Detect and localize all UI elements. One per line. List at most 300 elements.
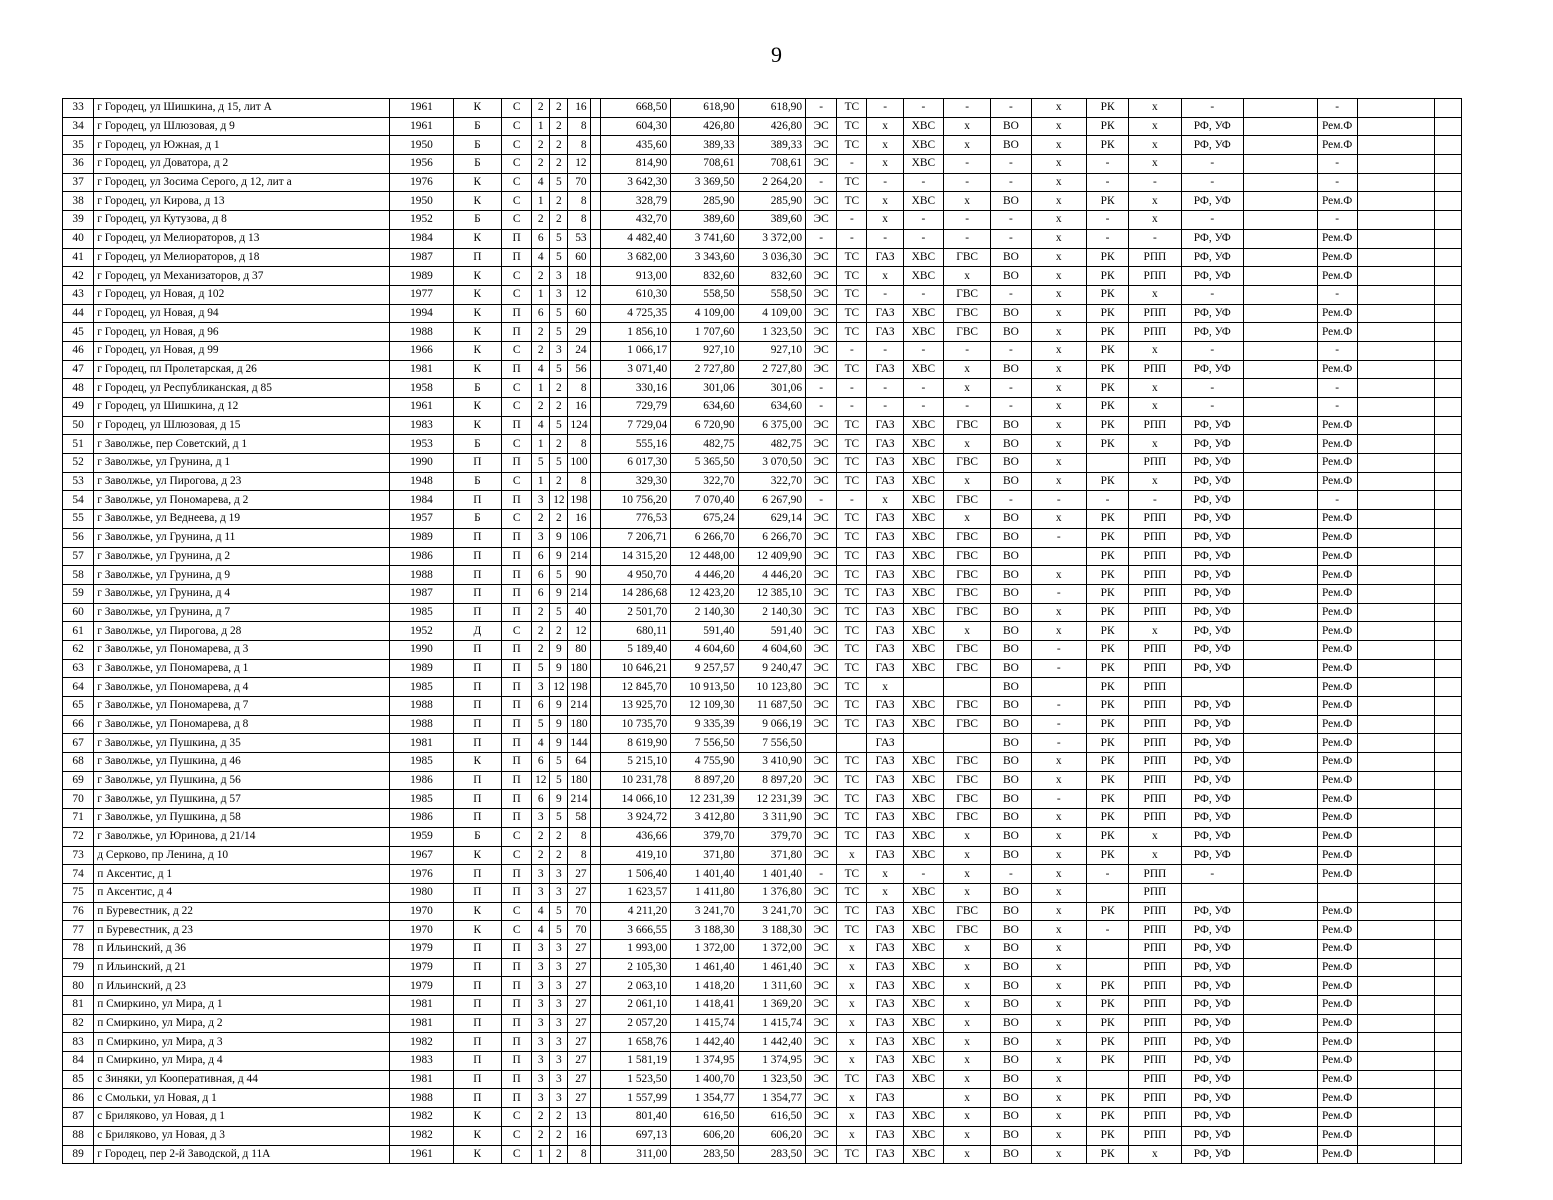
cell-apartments: 70 <box>568 902 590 921</box>
cell-row-number: 83 <box>63 1033 94 1052</box>
cell-structure-type: С <box>502 1126 532 1145</box>
cell-sewerage: ВО <box>991 883 1031 902</box>
cell-floors: 3 <box>550 865 568 884</box>
cell-living-area: 389,33 <box>671 136 738 155</box>
cell-extra-col-2 <box>1435 697 1462 716</box>
cell-apartments: 27 <box>568 1070 590 1089</box>
cell-repair-fund-status: Рем.Ф <box>1317 715 1357 734</box>
cell-extra-col-2 <box>1435 99 1462 118</box>
cell-entrances: 1 <box>532 435 550 454</box>
cell-structure-type: П <box>502 640 532 659</box>
cell-year-built: 1950 <box>390 192 453 211</box>
cell-repair-funds <box>1181 678 1243 697</box>
cell-spare-col <box>1244 117 1318 136</box>
cell-year-built: 1961 <box>390 99 453 118</box>
cell-apartments: 180 <box>568 771 590 790</box>
table-row <box>63 285 1506 304</box>
cell-extra-col-2 <box>1435 229 1462 248</box>
cell-cold-water: ХВС <box>903 996 943 1015</box>
cell-living-area: 10 913,50 <box>671 678 738 697</box>
cell-extra-col-1 <box>1357 267 1435 286</box>
cell-cold-water: ХВС <box>903 697 943 716</box>
cell-repair-fund-status: Рем.Ф <box>1317 827 1357 846</box>
cell-floors: 9 <box>550 547 568 566</box>
cell-repair-funds: РФ, УФ <box>1181 1089 1243 1108</box>
table-row <box>63 640 1506 659</box>
cell-entrances: 2 <box>532 640 550 659</box>
cell-garbage-chute: РПП <box>1129 1126 1181 1145</box>
cell-total-area: 3 666,55 <box>600 921 670 940</box>
cell-elevator: РК <box>1086 1089 1128 1108</box>
cell-living-area: 283,50 <box>671 1145 738 1164</box>
cell-power-supply: ЭС <box>806 827 837 846</box>
cell-structure-type: С <box>502 136 532 155</box>
cell-residential-area: 618,90 <box>738 99 805 118</box>
cell-garbage-chute: - <box>1129 491 1181 510</box>
cell-year-built: 1981 <box>390 1070 453 1089</box>
cell-spare-col <box>1244 659 1318 678</box>
table-row <box>63 155 1506 174</box>
table-row <box>63 809 1506 828</box>
cell-extra-col-1 <box>1357 771 1435 790</box>
cell-heating: ТС <box>837 603 867 622</box>
cell-row-number: 41 <box>63 248 94 267</box>
cell-floors: 2 <box>550 1145 568 1164</box>
cell-power-supply: ЭС <box>806 1108 837 1127</box>
cell-power-supply: - <box>806 379 837 398</box>
cell-sewerage: - <box>991 379 1031 398</box>
cell-floors: 3 <box>550 996 568 1015</box>
cell-structure-type: С <box>502 398 532 417</box>
cell-extra-col-1 <box>1357 1052 1435 1071</box>
cell-sewerage: ВО <box>991 117 1031 136</box>
cell-total-area: 7 729,04 <box>600 416 670 435</box>
cell-row-number: 37 <box>63 173 94 192</box>
cell-entrances: 3 <box>532 1089 550 1108</box>
cell-entrances: 1 <box>532 1145 550 1164</box>
cell-hot-water: х <box>943 939 990 958</box>
cell-power-supply: - <box>806 173 837 192</box>
cell-wall-material: П <box>453 640 501 659</box>
cell-residential-area: 8 897,20 <box>738 771 805 790</box>
cell-entrances: 4 <box>532 360 550 379</box>
cell-gas-supply: х <box>867 267 903 286</box>
cell-spare-col <box>1244 790 1318 809</box>
table-row <box>63 1089 1506 1108</box>
cell-garbage-chute: РПП <box>1129 939 1181 958</box>
cell-cold-water: ХВС <box>903 267 943 286</box>
cell-wall-material: П <box>453 771 501 790</box>
cell-gas-supply: х <box>867 117 903 136</box>
cell-floors: 5 <box>550 360 568 379</box>
cell-repair-fund-status: Рем.Ф <box>1317 996 1357 1015</box>
cell-heating: х <box>837 1033 867 1052</box>
cell-hot-water: х <box>943 827 990 846</box>
cell-spare-col <box>1244 192 1318 211</box>
cell-entrances: 2 <box>532 341 550 360</box>
cell-structure-type: С <box>502 173 532 192</box>
cell-heating: ТС <box>837 323 867 342</box>
cell-year-built: 1958 <box>390 379 453 398</box>
cell-hot-water: ГВС <box>943 771 990 790</box>
cell-residential-area: 4 446,20 <box>738 566 805 585</box>
table-row <box>63 566 1506 585</box>
cell-garbage-chute: РПП <box>1129 603 1181 622</box>
cell-residential-area: 10 123,80 <box>738 678 805 697</box>
cell-elevator: РК <box>1086 753 1128 772</box>
cell-repair-fund-status: Рем.Ф <box>1317 416 1357 435</box>
cell-cold-water: ХВС <box>903 117 943 136</box>
cell-gas-supply: ГАЗ <box>867 734 903 753</box>
cell-garbage-chute: РПП <box>1129 1052 1181 1071</box>
cell-wall-material: К <box>453 1108 501 1127</box>
cell-residential-area: 6 267,90 <box>738 491 805 510</box>
cell-extra-col-1 <box>1357 1089 1435 1108</box>
cell-total-area: 329,30 <box>600 472 670 491</box>
cell-col-x: - <box>1031 734 1086 753</box>
cell-gas-supply: ГАЗ <box>867 1070 903 1089</box>
cell-garbage-chute: РПП <box>1129 697 1181 716</box>
cell-structure-type: С <box>502 192 532 211</box>
cell-heating: - <box>837 341 867 360</box>
cell-separator <box>590 809 600 828</box>
cell-hot-water: ГВС <box>943 528 990 547</box>
cell-separator <box>590 1089 600 1108</box>
cell-floors: 5 <box>550 173 568 192</box>
cell-repair-funds: РФ, УФ <box>1181 1108 1243 1127</box>
cell-hot-water: х <box>943 883 990 902</box>
cell-sewerage: ВО <box>991 902 1031 921</box>
cell-elevator: РК <box>1086 902 1128 921</box>
cell-apartments: 8 <box>568 846 590 865</box>
cell-col-x: х <box>1031 603 1086 622</box>
cell-living-area: 675,24 <box>671 510 738 529</box>
cell-row-number: 35 <box>63 136 94 155</box>
cell-apartments: 27 <box>568 958 590 977</box>
cell-spare-col <box>1244 753 1318 772</box>
cell-row-number: 79 <box>63 958 94 977</box>
cell-power-supply: ЭС <box>806 939 837 958</box>
cell-entrances: 3 <box>532 1033 550 1052</box>
cell-repair-funds: РФ, УФ <box>1181 323 1243 342</box>
cell-residential-area: 12 231,39 <box>738 790 805 809</box>
cell-garbage-chute: х <box>1129 435 1181 454</box>
cell-cold-water: ХВС <box>903 715 943 734</box>
cell-power-supply: ЭС <box>806 528 837 547</box>
cell-apartments: 12 <box>568 155 590 174</box>
cell-structure-type: С <box>502 827 532 846</box>
cell-spare-col <box>1244 323 1318 342</box>
cell-separator <box>590 211 600 230</box>
cell-structure-type: П <box>502 584 532 603</box>
cell-repair-funds: - <box>1181 211 1243 230</box>
cell-row-number: 33 <box>63 99 94 118</box>
cell-address: г Городец, ул Новая, д 102 <box>94 285 390 304</box>
cell-spare-col <box>1244 304 1318 323</box>
cell-floors: 3 <box>550 1014 568 1033</box>
cell-col-x: х <box>1031 753 1086 772</box>
cell-structure-type: П <box>502 715 532 734</box>
table-row <box>63 454 1506 473</box>
cell-col-x: х <box>1031 996 1086 1015</box>
cell-year-built: 1988 <box>390 566 453 585</box>
cell-sewerage: ВО <box>991 640 1031 659</box>
cell-repair-funds: РФ, УФ <box>1181 510 1243 529</box>
cell-sewerage: ВО <box>991 566 1031 585</box>
cell-heating: ТС <box>837 902 867 921</box>
cell-gas-supply: - <box>867 99 903 118</box>
cell-total-area: 4 725,35 <box>600 304 670 323</box>
cell-extra-col-2 <box>1435 1126 1462 1145</box>
cell-entrances: 2 <box>532 1108 550 1127</box>
cell-structure-type: С <box>502 472 532 491</box>
cell-wall-material: П <box>453 697 501 716</box>
cell-extra-col-1 <box>1357 117 1435 136</box>
cell-apartments: 60 <box>568 304 590 323</box>
cell-repair-fund-status: Рем.Ф <box>1317 360 1357 379</box>
cell-repair-fund-status: Рем.Ф <box>1317 809 1357 828</box>
cell-total-area: 913,00 <box>600 267 670 286</box>
cell-gas-supply: ГАЗ <box>867 921 903 940</box>
cell-elevator: РК <box>1086 323 1128 342</box>
cell-wall-material: К <box>453 304 501 323</box>
cell-year-built: 1989 <box>390 267 453 286</box>
cell-extra-col-2 <box>1435 547 1462 566</box>
cell-wall-material: П <box>453 734 501 753</box>
cell-repair-funds: РФ, УФ <box>1181 472 1243 491</box>
cell-spare-col <box>1244 435 1318 454</box>
cell-gas-supply: ГАЗ <box>867 566 903 585</box>
cell-power-supply: ЭС <box>806 1070 837 1089</box>
cell-wall-material: П <box>453 528 501 547</box>
cell-entrances: 3 <box>532 996 550 1015</box>
cell-living-area: 4 755,90 <box>671 753 738 772</box>
cell-wall-material: Б <box>453 211 501 230</box>
cell-power-supply: ЭС <box>806 1126 837 1145</box>
cell-repair-funds: РФ, УФ <box>1181 1126 1243 1145</box>
cell-col-x: х <box>1031 323 1086 342</box>
cell-col-x: х <box>1031 1052 1086 1071</box>
cell-heating: - <box>837 211 867 230</box>
cell-repair-fund-status: Рем.Ф <box>1317 267 1357 286</box>
cell-separator <box>590 827 600 846</box>
cell-apartments: 53 <box>568 229 590 248</box>
cell-year-built: 1987 <box>390 248 453 267</box>
cell-separator <box>590 1070 600 1089</box>
table-row <box>63 921 1506 940</box>
cell-wall-material: Б <box>453 155 501 174</box>
cell-col-x: х <box>1031 136 1086 155</box>
cell-elevator: РК <box>1086 360 1128 379</box>
cell-row-number: 56 <box>63 528 94 547</box>
cell-entrances: 2 <box>532 510 550 529</box>
cell-col-x: - <box>1031 528 1086 547</box>
cell-spare-col <box>1244 547 1318 566</box>
cell-repair-funds: РФ, УФ <box>1181 304 1243 323</box>
cell-structure-type: П <box>502 1014 532 1033</box>
cell-address: д Серково, пр Ленина, д 10 <box>94 846 390 865</box>
cell-living-area: 1 372,00 <box>671 939 738 958</box>
cell-entrances: 4 <box>532 248 550 267</box>
cell-wall-material: К <box>453 267 501 286</box>
cell-repair-fund-status: Рем.Ф <box>1317 921 1357 940</box>
cell-living-area: 379,70 <box>671 827 738 846</box>
cell-living-area: 7 070,40 <box>671 491 738 510</box>
cell-row-number: 55 <box>63 510 94 529</box>
cell-sewerage: ВО <box>991 809 1031 828</box>
cell-address: г Заволжье, ул Пушкина, д 57 <box>94 790 390 809</box>
cell-spare-col <box>1244 1108 1318 1127</box>
cell-entrances: 3 <box>532 883 550 902</box>
cell-floors: 2 <box>550 435 568 454</box>
cell-wall-material: П <box>453 1052 501 1071</box>
table-row <box>63 192 1506 211</box>
cell-hot-water: х <box>943 1108 990 1127</box>
cell-structure-type: С <box>502 211 532 230</box>
cell-apartments: 60 <box>568 248 590 267</box>
table-row <box>63 510 1506 529</box>
cell-repair-funds: РФ, УФ <box>1181 659 1243 678</box>
cell-spare-col <box>1244 921 1318 940</box>
cell-hot-water: х <box>943 1052 990 1071</box>
cell-repair-fund-status: Рем.Ф <box>1317 603 1357 622</box>
cell-sewerage: ВО <box>991 958 1031 977</box>
cell-hot-water: х <box>943 117 990 136</box>
cell-sewerage: ВО <box>991 921 1031 940</box>
cell-row-number: 62 <box>63 640 94 659</box>
cell-repair-fund-status: Рем.Ф <box>1317 584 1357 603</box>
cell-entrances: 1 <box>532 379 550 398</box>
cell-apartments: 56 <box>568 360 590 379</box>
cell-separator <box>590 659 600 678</box>
cell-separator <box>590 528 600 547</box>
cell-living-area: 3 369,50 <box>671 173 738 192</box>
cell-power-supply: ЭС <box>806 248 837 267</box>
cell-repair-fund-status: Рем.Ф <box>1317 902 1357 921</box>
cell-floors: 3 <box>550 1089 568 1108</box>
cell-structure-type: С <box>502 285 532 304</box>
table-row <box>63 398 1506 417</box>
cell-extra-col-1 <box>1357 454 1435 473</box>
cell-row-number: 89 <box>63 1145 94 1164</box>
cell-entrances: 3 <box>532 678 550 697</box>
cell-sewerage: ВО <box>991 416 1031 435</box>
cell-extra-col-1 <box>1357 734 1435 753</box>
cell-total-area: 2 501,70 <box>600 603 670 622</box>
cell-sewerage: ВО <box>991 939 1031 958</box>
cell-floors: 5 <box>550 566 568 585</box>
cell-repair-fund-status: Рем.Ф <box>1317 117 1357 136</box>
cell-extra-col-1 <box>1357 603 1435 622</box>
cell-row-number: 87 <box>63 1108 94 1127</box>
cell-extra-col-1 <box>1357 715 1435 734</box>
cell-heating: - <box>837 229 867 248</box>
cell-garbage-chute: РПП <box>1129 771 1181 790</box>
cell-floors: 5 <box>550 454 568 473</box>
cell-repair-funds: РФ, УФ <box>1181 416 1243 435</box>
cell-structure-type: П <box>502 977 532 996</box>
cell-gas-supply: ГАЗ <box>867 1145 903 1164</box>
cell-col-x: х <box>1031 1108 1086 1127</box>
cell-spare-col <box>1244 173 1318 192</box>
cell-power-supply: ЭС <box>806 360 837 379</box>
cell-row-number: 43 <box>63 285 94 304</box>
cell-cold-water: ХВС <box>903 1108 943 1127</box>
cell-repair-fund-status: Рем.Ф <box>1317 547 1357 566</box>
cell-address: г Заволжье, ул Грунина, д 4 <box>94 584 390 603</box>
cell-year-built: 1967 <box>390 846 453 865</box>
cell-separator <box>590 155 600 174</box>
cell-cold-water: - <box>903 211 943 230</box>
cell-floors: 2 <box>550 398 568 417</box>
cell-residential-area: 1 311,60 <box>738 977 805 996</box>
cell-apartments: 198 <box>568 678 590 697</box>
cell-cold-water: ХВС <box>903 416 943 435</box>
cell-wall-material: П <box>453 939 501 958</box>
cell-repair-funds: РФ, УФ <box>1181 229 1243 248</box>
cell-repair-fund-status: Рем.Ф <box>1317 1014 1357 1033</box>
cell-living-area: 8 897,20 <box>671 771 738 790</box>
cell-floors: 9 <box>550 790 568 809</box>
cell-structure-type: П <box>502 1052 532 1071</box>
cell-residential-area: 12 385,10 <box>738 584 805 603</box>
cell-residential-area: 322,70 <box>738 472 805 491</box>
cell-structure-type: С <box>502 902 532 921</box>
cell-spare-col <box>1244 1014 1318 1033</box>
cell-hot-water: ГВС <box>943 248 990 267</box>
cell-wall-material: К <box>453 229 501 248</box>
cell-total-area: 4 211,20 <box>600 902 670 921</box>
cell-row-number: 57 <box>63 547 94 566</box>
cell-separator <box>590 547 600 566</box>
cell-repair-funds: - <box>1181 341 1243 360</box>
cell-apartments: 8 <box>568 136 590 155</box>
cell-wall-material: П <box>453 454 501 473</box>
cell-residential-area: 426,80 <box>738 117 805 136</box>
cell-hot-water: ГВС <box>943 902 990 921</box>
cell-living-area: 1 461,40 <box>671 958 738 977</box>
cell-floors: 9 <box>550 584 568 603</box>
cell-wall-material: П <box>453 547 501 566</box>
cell-floors: 2 <box>550 1126 568 1145</box>
cell-cold-water: ХВС <box>903 136 943 155</box>
cell-repair-fund-status: - <box>1317 285 1357 304</box>
cell-power-supply: ЭС <box>806 472 837 491</box>
cell-year-built: 1985 <box>390 678 453 697</box>
cell-repair-fund-status: Рем.Ф <box>1317 734 1357 753</box>
cell-structure-type: С <box>502 435 532 454</box>
cell-spare-col <box>1244 865 1318 884</box>
table-row <box>63 435 1506 454</box>
cell-elevator: РК <box>1086 528 1128 547</box>
cell-entrances: 1 <box>532 472 550 491</box>
cell-gas-supply: ГАЗ <box>867 640 903 659</box>
cell-wall-material: П <box>453 977 501 996</box>
cell-year-built: 1981 <box>390 1014 453 1033</box>
cell-cold-water: ХВС <box>903 1126 943 1145</box>
cell-row-number: 36 <box>63 155 94 174</box>
cell-sewerage: ВО <box>991 435 1031 454</box>
cell-repair-funds: РФ, УФ <box>1181 547 1243 566</box>
cell-col-x: - <box>1031 640 1086 659</box>
cell-structure-type: П <box>502 603 532 622</box>
cell-cold-water <box>903 1089 943 1108</box>
cell-spare-col <box>1244 454 1318 473</box>
cell-floors: 2 <box>550 117 568 136</box>
cell-extra-col-1 <box>1357 846 1435 865</box>
cell-power-supply: ЭС <box>806 977 837 996</box>
cell-cold-water: ХВС <box>903 360 943 379</box>
